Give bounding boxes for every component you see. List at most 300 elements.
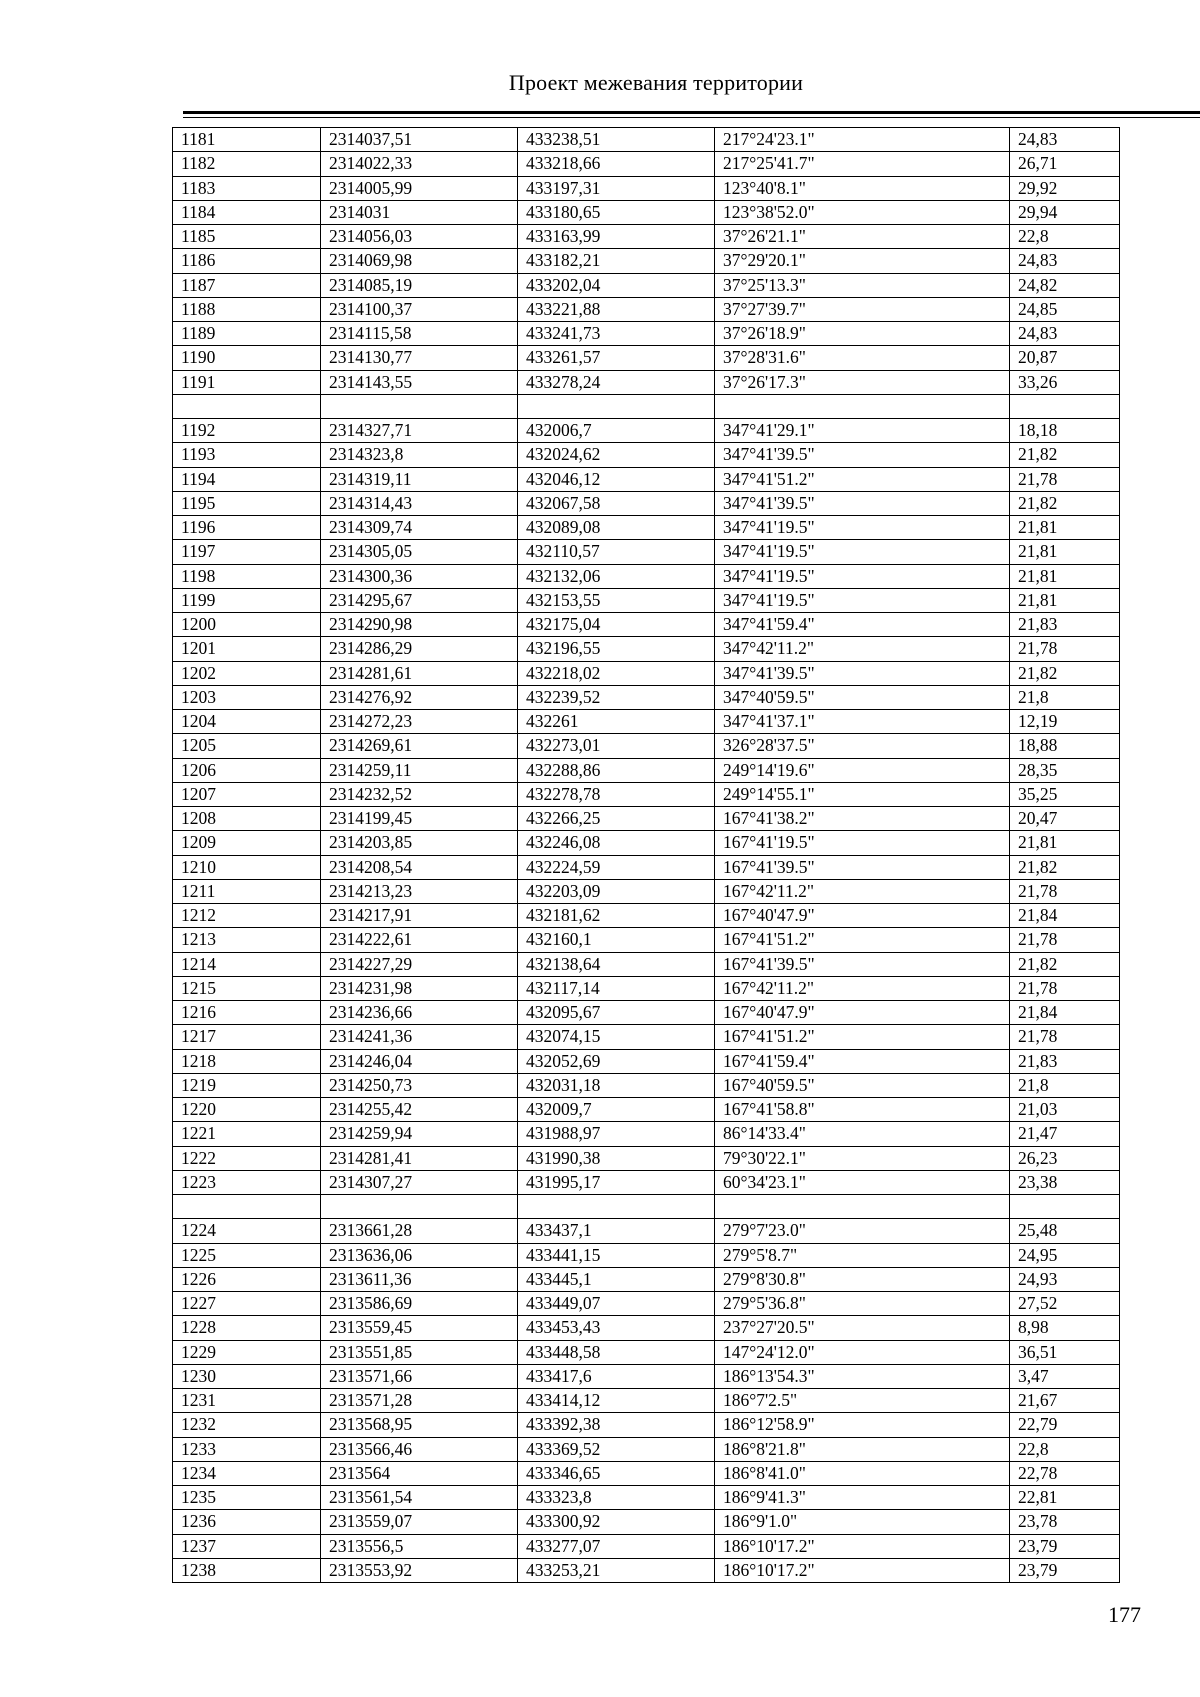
x-coordinate-cell: 2314031	[321, 200, 518, 224]
point-number-cell: 1207	[173, 782, 321, 806]
distance-cell: 24,83	[1010, 249, 1120, 273]
y-coordinate-cell: 433182,21	[518, 249, 715, 273]
y-coordinate-cell: 433253,21	[518, 1558, 715, 1582]
bearing-cell: 347°42'11.2"	[715, 637, 1010, 661]
y-coordinate-cell	[518, 394, 715, 418]
table-row	[173, 1486, 1120, 1510]
table-row	[173, 1195, 1120, 1219]
x-coordinate-cell: 2313561,54	[321, 1486, 518, 1510]
table-row	[173, 370, 1120, 394]
y-coordinate-cell: 433445,1	[518, 1267, 715, 1291]
distance-cell: 21,82	[1010, 443, 1120, 467]
bearing-cell: 123°40'8.1"	[715, 176, 1010, 200]
table-row	[173, 394, 1120, 418]
bearing-cell	[715, 394, 1010, 418]
x-coordinate-cell: 2314272,23	[321, 710, 518, 734]
y-coordinate-cell: 432138,64	[518, 952, 715, 976]
point-number-cell: 1226	[173, 1267, 321, 1291]
point-number-cell: 1228	[173, 1316, 321, 1340]
y-coordinate-cell: 432273,01	[518, 734, 715, 758]
table-row	[173, 1098, 1120, 1122]
distance-cell: 27,52	[1010, 1292, 1120, 1316]
distance-cell: 21,81	[1010, 564, 1120, 588]
distance-cell: 21,84	[1010, 904, 1120, 928]
distance-cell: 21,83	[1010, 613, 1120, 637]
distance-cell: 21,82	[1010, 855, 1120, 879]
distance-cell: 21,78	[1010, 976, 1120, 1000]
table-row	[173, 758, 1120, 782]
x-coordinate-cell: 2314307,27	[321, 1170, 518, 1194]
table-row	[173, 200, 1120, 224]
bearing-cell: 167°41'39.5"	[715, 855, 1010, 879]
coordinates-table	[172, 127, 1120, 1583]
point-number-cell: 1220	[173, 1098, 321, 1122]
bearing-cell: 347°41'19.5"	[715, 540, 1010, 564]
x-coordinate-cell: 2314005,99	[321, 176, 518, 200]
distance-cell: 22,79	[1010, 1413, 1120, 1437]
point-number-cell: 1230	[173, 1364, 321, 1388]
point-number-cell: 1238	[173, 1558, 321, 1582]
bearing-cell: 249°14'55.1"	[715, 782, 1010, 806]
point-number-cell: 1222	[173, 1146, 321, 1170]
table-row	[173, 831, 1120, 855]
bearing-cell: 37°26'21.1"	[715, 225, 1010, 249]
distance-cell: 24,83	[1010, 322, 1120, 346]
bearing-cell: 347°41'39.5"	[715, 491, 1010, 515]
bearing-cell: 249°14'19.6"	[715, 758, 1010, 782]
x-coordinate-cell: 2314290,98	[321, 613, 518, 637]
table-row	[173, 807, 1120, 831]
distance-cell: 24,93	[1010, 1267, 1120, 1291]
point-number-cell: 1209	[173, 831, 321, 855]
point-number-cell: 1191	[173, 370, 321, 394]
bearing-cell: 186°10'17.2"	[715, 1558, 1010, 1582]
y-coordinate-cell: 432266,25	[518, 807, 715, 831]
y-coordinate-cell: 433369,52	[518, 1437, 715, 1461]
bearing-cell: 167°42'11.2"	[715, 976, 1010, 1000]
x-coordinate-cell	[321, 394, 518, 418]
bearing-cell: 147°24'12.0"	[715, 1340, 1010, 1364]
distance-cell: 18,88	[1010, 734, 1120, 758]
y-coordinate-cell: 432052,69	[518, 1049, 715, 1073]
y-coordinate-cell: 433163,99	[518, 225, 715, 249]
table-row	[173, 491, 1120, 515]
y-coordinate-cell: 432046,12	[518, 467, 715, 491]
table-row	[173, 1170, 1120, 1194]
x-coordinate-cell: 2314143,55	[321, 370, 518, 394]
distance-cell: 21,81	[1010, 516, 1120, 540]
table-row	[173, 176, 1120, 200]
point-number-cell: 1199	[173, 588, 321, 612]
y-coordinate-cell: 433448,58	[518, 1340, 715, 1364]
table-row	[173, 879, 1120, 903]
point-number-cell	[173, 394, 321, 418]
point-number-cell: 1206	[173, 758, 321, 782]
bearing-cell: 347°41'29.1"	[715, 419, 1010, 443]
distance-cell: 21,81	[1010, 540, 1120, 564]
y-coordinate-cell: 433346,65	[518, 1461, 715, 1485]
y-coordinate-cell: 433197,31	[518, 176, 715, 200]
y-coordinate-cell: 433241,73	[518, 322, 715, 346]
y-coordinate-cell	[518, 1195, 715, 1219]
bearing-cell: 347°40'59.5"	[715, 685, 1010, 709]
y-coordinate-cell: 432181,62	[518, 904, 715, 928]
x-coordinate-cell: 2314259,11	[321, 758, 518, 782]
distance-cell: 21,82	[1010, 491, 1120, 515]
x-coordinate-cell: 2314309,74	[321, 516, 518, 540]
distance-cell: 21,78	[1010, 879, 1120, 903]
point-number-cell: 1192	[173, 419, 321, 443]
x-coordinate-cell: 2314056,03	[321, 225, 518, 249]
distance-cell: 28,35	[1010, 758, 1120, 782]
y-coordinate-cell: 432095,67	[518, 1001, 715, 1025]
table-row	[173, 1389, 1120, 1413]
distance-cell: 24,85	[1010, 297, 1120, 321]
bearing-cell: 186°9'41.3"	[715, 1486, 1010, 1510]
bearing-cell: 237°27'20.5"	[715, 1316, 1010, 1340]
table-row	[173, 1510, 1120, 1534]
point-number-cell: 1205	[173, 734, 321, 758]
point-number-cell: 1218	[173, 1049, 321, 1073]
y-coordinate-cell: 433437,1	[518, 1219, 715, 1243]
bearing-cell: 186°10'17.2"	[715, 1534, 1010, 1558]
distance-cell: 21,03	[1010, 1098, 1120, 1122]
point-number-cell: 1212	[173, 904, 321, 928]
bearing-cell: 167°41'38.2"	[715, 807, 1010, 831]
y-coordinate-cell: 432196,55	[518, 637, 715, 661]
x-coordinate-cell: 2313611,36	[321, 1267, 518, 1291]
distance-cell: 21,84	[1010, 1001, 1120, 1025]
bearing-cell: 347°41'39.5"	[715, 443, 1010, 467]
table-row	[173, 467, 1120, 491]
x-coordinate-cell: 2314208,54	[321, 855, 518, 879]
bearing-cell: 347°41'19.5"	[715, 588, 1010, 612]
bearing-cell: 347°41'39.5"	[715, 661, 1010, 685]
distance-cell: 20,47	[1010, 807, 1120, 831]
distance-cell: 22,8	[1010, 1437, 1120, 1461]
bearing-cell: 279°7'23.0"	[715, 1219, 1010, 1243]
point-number-cell: 1195	[173, 491, 321, 515]
bearing-cell: 167°42'11.2"	[715, 879, 1010, 903]
x-coordinate-cell: 2313564	[321, 1461, 518, 1485]
bearing-cell	[715, 1195, 1010, 1219]
point-number-cell: 1215	[173, 976, 321, 1000]
point-number-cell: 1208	[173, 807, 321, 831]
point-number-cell: 1182	[173, 152, 321, 176]
table-row	[173, 516, 1120, 540]
bearing-cell: 347°41'51.2"	[715, 467, 1010, 491]
distance-cell	[1010, 1195, 1120, 1219]
table-row	[173, 1340, 1120, 1364]
point-number-cell: 1229	[173, 1340, 321, 1364]
bearing-cell: 37°27'39.7"	[715, 297, 1010, 321]
y-coordinate-cell: 433414,12	[518, 1389, 715, 1413]
x-coordinate-cell: 2313559,45	[321, 1316, 518, 1340]
bearing-cell: 167°41'59.4"	[715, 1049, 1010, 1073]
point-number-cell: 1196	[173, 516, 321, 540]
table-row	[173, 588, 1120, 612]
table-row	[173, 952, 1120, 976]
distance-cell: 26,23	[1010, 1146, 1120, 1170]
table-row	[173, 1316, 1120, 1340]
bearing-cell: 347°41'59.4"	[715, 613, 1010, 637]
point-number-cell: 1203	[173, 685, 321, 709]
table-row	[173, 1073, 1120, 1097]
y-coordinate-cell: 432160,1	[518, 928, 715, 952]
x-coordinate-cell: 2314300,36	[321, 564, 518, 588]
y-coordinate-cell: 433453,43	[518, 1316, 715, 1340]
x-coordinate-cell: 2313586,69	[321, 1292, 518, 1316]
point-number-cell: 1190	[173, 346, 321, 370]
point-number-cell: 1187	[173, 273, 321, 297]
bearing-cell: 60°34'23.1"	[715, 1170, 1010, 1194]
point-number-cell: 1233	[173, 1437, 321, 1461]
bearing-cell: 167°40'59.5"	[715, 1073, 1010, 1097]
point-number-cell: 1204	[173, 710, 321, 734]
distance-cell: 23,79	[1010, 1558, 1120, 1582]
bearing-cell: 167°40'47.9"	[715, 1001, 1010, 1025]
distance-cell: 26,71	[1010, 152, 1120, 176]
table-row	[173, 1122, 1120, 1146]
x-coordinate-cell: 2314319,11	[321, 467, 518, 491]
table-row	[173, 564, 1120, 588]
x-coordinate-cell: 2314199,45	[321, 807, 518, 831]
x-coordinate-cell: 2314227,29	[321, 952, 518, 976]
y-coordinate-cell: 432117,14	[518, 976, 715, 1000]
x-coordinate-cell: 2314269,61	[321, 734, 518, 758]
distance-cell: 21,67	[1010, 1389, 1120, 1413]
point-number-cell: 1202	[173, 661, 321, 685]
y-coordinate-cell: 433202,04	[518, 273, 715, 297]
point-number-cell: 1237	[173, 1534, 321, 1558]
x-coordinate-cell: 2314069,98	[321, 249, 518, 273]
table-row	[173, 1364, 1120, 1388]
table-row	[173, 1292, 1120, 1316]
table-row	[173, 1049, 1120, 1073]
bearing-cell: 186°12'58.9"	[715, 1413, 1010, 1437]
table-row	[173, 1146, 1120, 1170]
distance-cell: 35,25	[1010, 782, 1120, 806]
y-coordinate-cell: 432288,86	[518, 758, 715, 782]
bearing-cell: 186°9'1.0"	[715, 1510, 1010, 1534]
distance-cell: 21,81	[1010, 831, 1120, 855]
y-coordinate-cell: 432132,06	[518, 564, 715, 588]
point-number-cell: 1216	[173, 1001, 321, 1025]
x-coordinate-cell: 2314255,42	[321, 1098, 518, 1122]
distance-cell: 8,98	[1010, 1316, 1120, 1340]
x-coordinate-cell: 2313661,28	[321, 1219, 518, 1243]
y-coordinate-cell: 432024,62	[518, 443, 715, 467]
y-coordinate-cell: 433323,8	[518, 1486, 715, 1510]
table-row	[173, 637, 1120, 661]
distance-cell: 21,78	[1010, 928, 1120, 952]
point-number-cell: 1227	[173, 1292, 321, 1316]
table-row	[173, 128, 1120, 152]
y-coordinate-cell: 433392,38	[518, 1413, 715, 1437]
point-number-cell: 1201	[173, 637, 321, 661]
y-coordinate-cell: 433278,24	[518, 370, 715, 394]
table-row	[173, 540, 1120, 564]
table-row	[173, 928, 1120, 952]
x-coordinate-cell: 2314217,91	[321, 904, 518, 928]
table-row	[173, 1025, 1120, 1049]
bearing-cell: 167°41'39.5"	[715, 952, 1010, 976]
bearing-cell: 123°38'52.0"	[715, 200, 1010, 224]
distance-cell: 23,79	[1010, 1534, 1120, 1558]
table-row	[173, 1243, 1120, 1267]
bearing-cell: 326°28'37.5"	[715, 734, 1010, 758]
y-coordinate-cell: 432239,52	[518, 685, 715, 709]
x-coordinate-cell: 2313636,06	[321, 1243, 518, 1267]
table-row	[173, 710, 1120, 734]
y-coordinate-cell: 431988,97	[518, 1122, 715, 1146]
point-number-cell	[173, 1195, 321, 1219]
bearing-cell: 347°41'37.1"	[715, 710, 1010, 734]
point-number-cell: 1186	[173, 249, 321, 273]
table-row	[173, 443, 1120, 467]
y-coordinate-cell: 433417,6	[518, 1364, 715, 1388]
x-coordinate-cell: 2314281,61	[321, 661, 518, 685]
y-coordinate-cell: 433300,92	[518, 1510, 715, 1534]
point-number-cell: 1219	[173, 1073, 321, 1097]
bearing-cell: 167°40'47.9"	[715, 904, 1010, 928]
bearing-cell: 37°26'17.3"	[715, 370, 1010, 394]
distance-cell: 3,47	[1010, 1364, 1120, 1388]
point-number-cell: 1234	[173, 1461, 321, 1485]
y-coordinate-cell: 431990,38	[518, 1146, 715, 1170]
x-coordinate-cell: 2314115,58	[321, 322, 518, 346]
bearing-cell: 279°5'8.7"	[715, 1243, 1010, 1267]
distance-cell: 20,87	[1010, 346, 1120, 370]
point-number-cell: 1184	[173, 200, 321, 224]
table-row	[173, 613, 1120, 637]
coordinates-table-body	[173, 128, 1120, 1583]
point-number-cell: 1213	[173, 928, 321, 952]
x-coordinate-cell: 2314241,36	[321, 1025, 518, 1049]
distance-cell: 24,83	[1010, 128, 1120, 152]
table-row	[173, 225, 1120, 249]
distance-cell: 33,26	[1010, 370, 1120, 394]
x-coordinate-cell: 2314323,8	[321, 443, 518, 467]
point-number-cell: 1231	[173, 1389, 321, 1413]
bearing-cell: 279°8'30.8"	[715, 1267, 1010, 1291]
distance-cell: 12,19	[1010, 710, 1120, 734]
table-row	[173, 322, 1120, 346]
point-number-cell: 1214	[173, 952, 321, 976]
y-coordinate-cell: 432278,78	[518, 782, 715, 806]
table-row	[173, 1534, 1120, 1558]
table-row	[173, 297, 1120, 321]
y-coordinate-cell: 432175,04	[518, 613, 715, 637]
y-coordinate-cell: 431995,17	[518, 1170, 715, 1194]
x-coordinate-cell: 2313553,92	[321, 1558, 518, 1582]
point-number-cell: 1235	[173, 1486, 321, 1510]
x-coordinate-cell: 2313568,95	[321, 1413, 518, 1437]
distance-cell: 21,8	[1010, 1073, 1120, 1097]
y-coordinate-cell: 433221,88	[518, 297, 715, 321]
bearing-cell: 186°7'2.5"	[715, 1389, 1010, 1413]
bearing-cell: 167°41'19.5"	[715, 831, 1010, 855]
bearing-cell: 186°13'54.3"	[715, 1364, 1010, 1388]
y-coordinate-cell: 433180,65	[518, 200, 715, 224]
bearing-cell: 279°5'36.8"	[715, 1292, 1010, 1316]
y-coordinate-cell: 432110,57	[518, 540, 715, 564]
distance-cell: 24,82	[1010, 273, 1120, 297]
distance-cell: 23,78	[1010, 1510, 1120, 1534]
distance-cell: 21,83	[1010, 1049, 1120, 1073]
point-number-cell: 1197	[173, 540, 321, 564]
distance-cell: 23,38	[1010, 1170, 1120, 1194]
table-row	[173, 249, 1120, 273]
x-coordinate-cell: 2314130,77	[321, 346, 518, 370]
x-coordinate-cell: 2314295,67	[321, 588, 518, 612]
x-coordinate-cell	[321, 1195, 518, 1219]
point-number-cell: 1183	[173, 176, 321, 200]
distance-cell: 18,18	[1010, 419, 1120, 443]
bearing-cell: 217°25'41.7"	[715, 152, 1010, 176]
point-number-cell: 1185	[173, 225, 321, 249]
x-coordinate-cell: 2314022,33	[321, 152, 518, 176]
bearing-cell: 79°30'22.1"	[715, 1146, 1010, 1170]
page-number: 177	[1108, 1602, 1141, 1627]
x-coordinate-cell: 2314222,61	[321, 928, 518, 952]
y-coordinate-cell: 432074,15	[518, 1025, 715, 1049]
y-coordinate-cell: 432006,7	[518, 419, 715, 443]
y-coordinate-cell: 433449,07	[518, 1292, 715, 1316]
y-coordinate-cell: 432246,08	[518, 831, 715, 855]
distance-cell: 22,81	[1010, 1486, 1120, 1510]
table-row	[173, 1437, 1120, 1461]
x-coordinate-cell: 2314286,29	[321, 637, 518, 661]
point-number-cell: 1225	[173, 1243, 321, 1267]
y-coordinate-cell: 432224,59	[518, 855, 715, 879]
x-coordinate-cell: 2314085,19	[321, 273, 518, 297]
x-coordinate-cell: 2314314,43	[321, 491, 518, 515]
table-row	[173, 346, 1120, 370]
y-coordinate-cell: 433238,51	[518, 128, 715, 152]
y-coordinate-cell: 433277,07	[518, 1534, 715, 1558]
x-coordinate-cell: 2313571,66	[321, 1364, 518, 1388]
y-coordinate-cell: 432089,08	[518, 516, 715, 540]
y-coordinate-cell: 432031,18	[518, 1073, 715, 1097]
table-row	[173, 685, 1120, 709]
y-coordinate-cell: 433261,57	[518, 346, 715, 370]
table-row	[173, 1413, 1120, 1437]
x-coordinate-cell: 2314232,52	[321, 782, 518, 806]
y-coordinate-cell: 432203,09	[518, 879, 715, 903]
point-number-cell: 1189	[173, 322, 321, 346]
distance-cell: 29,94	[1010, 200, 1120, 224]
distance-cell: 21,82	[1010, 952, 1120, 976]
bearing-cell: 37°25'13.3"	[715, 273, 1010, 297]
y-coordinate-cell: 432009,7	[518, 1098, 715, 1122]
bearing-cell: 186°8'21.8"	[715, 1437, 1010, 1461]
bearing-cell: 37°28'31.6"	[715, 346, 1010, 370]
y-coordinate-cell: 432218,02	[518, 661, 715, 685]
x-coordinate-cell: 2314037,51	[321, 128, 518, 152]
point-number-cell: 1221	[173, 1122, 321, 1146]
y-coordinate-cell: 433218,66	[518, 152, 715, 176]
point-number-cell: 1236	[173, 1510, 321, 1534]
x-coordinate-cell: 2314213,23	[321, 879, 518, 903]
point-number-cell: 1211	[173, 879, 321, 903]
bearing-cell: 167°41'51.2"	[715, 928, 1010, 952]
x-coordinate-cell: 2313551,85	[321, 1340, 518, 1364]
distance-cell: 21,78	[1010, 1025, 1120, 1049]
distance-cell: 24,95	[1010, 1243, 1120, 1267]
point-number-cell: 1217	[173, 1025, 321, 1049]
distance-cell: 25,48	[1010, 1219, 1120, 1243]
